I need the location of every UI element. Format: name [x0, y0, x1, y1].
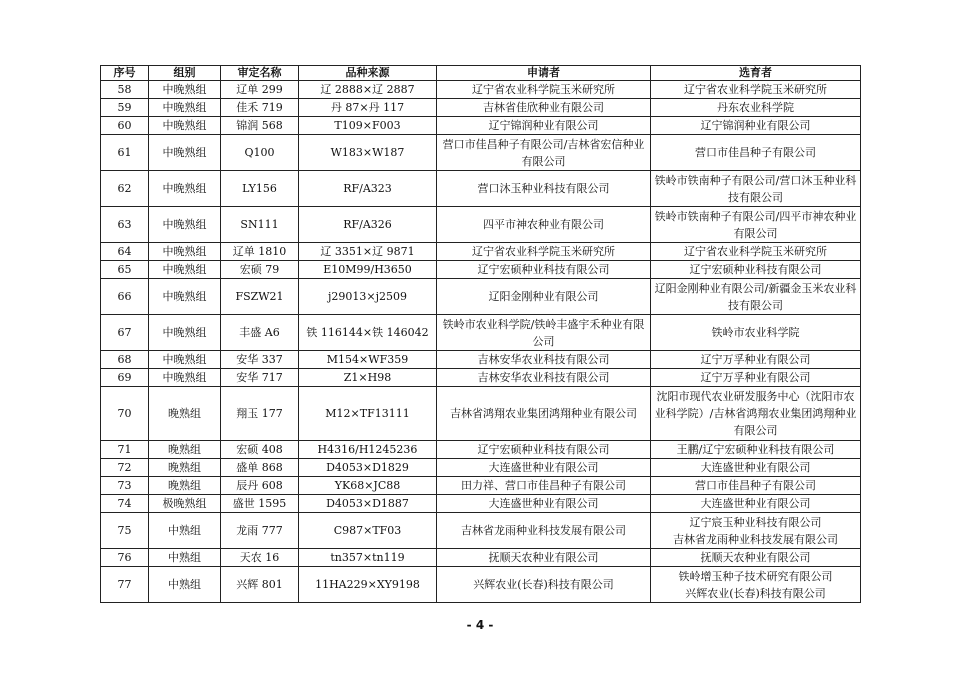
- table-row: [101, 315, 861, 351]
- cell-applicant: 辽阳金刚种业有限公司: [437, 279, 651, 315]
- cell-breeder: 铁岭市铁南种子有限公司/四平市神农种业有限公司: [651, 207, 861, 243]
- cell-pedigree: D4053×D1887: [299, 495, 437, 513]
- cell-group: 晚熟组: [149, 387, 221, 441]
- cell-applicant: 吉林安华农业科技有限公司: [437, 369, 651, 387]
- cell-serial: 72: [101, 459, 149, 477]
- table-row: [101, 567, 861, 603]
- cell-variety-name: SN111: [221, 207, 299, 243]
- table-row: [101, 135, 861, 171]
- cell-variety-name: 盛单 868: [221, 459, 299, 477]
- table-row: [101, 369, 861, 387]
- cell-pedigree: E10M99/H3650: [299, 261, 437, 279]
- cell-breeder: 营口市佳昌种子有限公司: [651, 477, 861, 495]
- cell-applicant: 吉林省鸿翔农业集团鸿翔种业有限公司: [437, 387, 651, 441]
- cell-group: 中晚熟组: [149, 81, 221, 99]
- table-row: [101, 207, 861, 243]
- cell-variety-name: 翔玉 177: [221, 387, 299, 441]
- cell-serial: 60: [101, 117, 149, 135]
- cell-breeder: 铁岭增玉种子技术研究有限公司 兴辉农业(长春)科技有限公司: [651, 567, 861, 603]
- cell-breeder: 辽宁省农业科学院玉米研究所: [651, 81, 861, 99]
- cell-applicant: 辽宁省农业科学院玉米研究所: [437, 243, 651, 261]
- table-row: [101, 351, 861, 369]
- cell-group: 中晚熟组: [149, 315, 221, 351]
- cell-variety-name: 兴辉 801: [221, 567, 299, 603]
- cell-group: 中熟组: [149, 549, 221, 567]
- cell-applicant: 营口沐玉种业科技有限公司: [437, 171, 651, 207]
- cell-pedigree: RF/A323: [299, 171, 437, 207]
- table-row: [101, 441, 861, 459]
- cell-serial: 74: [101, 495, 149, 513]
- cell-pedigree: j29013×j2509: [299, 279, 437, 315]
- cell-breeder: 丹东农业科学院: [651, 99, 861, 117]
- cell-serial: 68: [101, 351, 149, 369]
- cell-pedigree: 丹 87×丹 117: [299, 99, 437, 117]
- cell-pedigree: YK68×JC88: [299, 477, 437, 495]
- cell-pedigree: D4053×D1829: [299, 459, 437, 477]
- cell-serial: 64: [101, 243, 149, 261]
- cell-breeder: 营口市佳昌种子有限公司: [651, 135, 861, 171]
- cell-variety-name: 佳禾 719: [221, 99, 299, 117]
- cell-variety-name: 辰丹 608: [221, 477, 299, 495]
- cell-variety-name: 安华 337: [221, 351, 299, 369]
- cell-pedigree: tn357×tn119: [299, 549, 437, 567]
- cell-pedigree: M154×WF359: [299, 351, 437, 369]
- cell-group: 中晚熟组: [149, 207, 221, 243]
- cell-group: 中晚熟组: [149, 171, 221, 207]
- cell-applicant: 大连盛世种业有限公司: [437, 495, 651, 513]
- cell-breeder: 沈阳市现代农业研发服务中心（沈阳市农业科学院）/吉林省鸿翔农业集团鸿翔种业有限公司: [651, 387, 861, 441]
- cell-breeder: 王鹏/辽宁宏硕种业科技有限公司: [651, 441, 861, 459]
- cell-pedigree: RF/A326: [299, 207, 437, 243]
- cell-variety-name: 宏硕 79: [221, 261, 299, 279]
- cell-group: 晚熟组: [149, 477, 221, 495]
- cell-pedigree: M12×TF13111: [299, 387, 437, 441]
- cell-serial: 69: [101, 369, 149, 387]
- table-row: [101, 477, 861, 495]
- cell-serial: 61: [101, 135, 149, 171]
- cell-breeder: 大连盛世种业有限公司: [651, 459, 861, 477]
- table-row: [101, 117, 861, 135]
- cell-serial: 62: [101, 171, 149, 207]
- cell-pedigree: T109×F003: [299, 117, 437, 135]
- cell-pedigree: 辽 2888×辽 2887: [299, 81, 437, 99]
- table-row: [101, 387, 861, 441]
- cell-breeder: 辽宁宸玉种业科技有限公司 吉林省龙雨种业科技发展有限公司: [651, 513, 861, 549]
- cell-group: 中熟组: [149, 567, 221, 603]
- cell-group: 晚熟组: [149, 441, 221, 459]
- cell-breeder: 辽宁万孚种业有限公司: [651, 351, 861, 369]
- cell-serial: 73: [101, 477, 149, 495]
- table-body: [101, 81, 861, 603]
- header-variety-name: 审定名称: [221, 66, 299, 81]
- cell-pedigree: H4316/H1245236: [299, 441, 437, 459]
- cell-applicant: 铁岭市农业科学院/铁岭丰盛宇禾种业有限公司: [437, 315, 651, 351]
- cell-applicant: 抚顺天农种业有限公司: [437, 549, 651, 567]
- cell-group: 极晚熟组: [149, 495, 221, 513]
- table-row: [101, 279, 861, 315]
- cell-variety-name: 盛世 1595: [221, 495, 299, 513]
- cell-serial: 63: [101, 207, 149, 243]
- cell-group: 中晚熟组: [149, 135, 221, 171]
- cell-applicant: 营口市佳昌种子有限公司/吉林省宏信种业有限公司: [437, 135, 651, 171]
- cell-breeder: 辽宁省农业科学院玉米研究所: [651, 243, 861, 261]
- cell-applicant: 辽宁锦润种业有限公司: [437, 117, 651, 135]
- cell-variety-name: 天农 16: [221, 549, 299, 567]
- cell-serial: 71: [101, 441, 149, 459]
- header-applicant: 申请者: [437, 66, 651, 81]
- cell-group: 中晚熟组: [149, 369, 221, 387]
- cell-variety-name: Q100: [221, 135, 299, 171]
- cell-applicant: 吉林省佳欣种业有限公司: [437, 99, 651, 117]
- cell-variety-name: 安华 717: [221, 369, 299, 387]
- cell-serial: 70: [101, 387, 149, 441]
- cell-breeder: 大连盛世种业有限公司: [651, 495, 861, 513]
- cell-variety-name: 锦润 568: [221, 117, 299, 135]
- variety-registration-table: [100, 65, 861, 603]
- cell-breeder: 辽宁万孚种业有限公司: [651, 369, 861, 387]
- cell-serial: 65: [101, 261, 149, 279]
- cell-variety-name: 龙雨 777: [221, 513, 299, 549]
- cell-pedigree: Z1×H98: [299, 369, 437, 387]
- cell-applicant: 吉林安华农业科技有限公司: [437, 351, 651, 369]
- table-row: [101, 99, 861, 117]
- cell-variety-name: 辽单 299: [221, 81, 299, 99]
- cell-applicant: 四平市神农种业有限公司: [437, 207, 651, 243]
- cell-group: 中晚熟组: [149, 243, 221, 261]
- cell-applicant: 大连盛世种业有限公司: [437, 459, 651, 477]
- cell-breeder: 辽阳金刚种业有限公司/新疆金玉米农业科技有限公司: [651, 279, 861, 315]
- cell-variety-name: 辽单 1810: [221, 243, 299, 261]
- cell-breeder: 铁岭市铁南种子有限公司/营口沐玉种业科技有限公司: [651, 171, 861, 207]
- cell-pedigree: 辽 3351×辽 9871: [299, 243, 437, 261]
- table-row: [101, 81, 861, 99]
- cell-group: 中熟组: [149, 513, 221, 549]
- table-row: [101, 549, 861, 567]
- cell-pedigree: 11HA229×XY9198: [299, 567, 437, 603]
- cell-serial: 58: [101, 81, 149, 99]
- cell-variety-name: LY156: [221, 171, 299, 207]
- cell-serial: 66: [101, 279, 149, 315]
- page-number: - 4 -: [466, 618, 494, 632]
- cell-serial: 59: [101, 99, 149, 117]
- cell-group: 中晚熟组: [149, 351, 221, 369]
- cell-applicant: 辽宁省农业科学院玉米研究所: [437, 81, 651, 99]
- cell-serial: 75: [101, 513, 149, 549]
- cell-serial: 67: [101, 315, 149, 351]
- header-group: 组别: [149, 66, 221, 81]
- cell-breeder: 铁岭市农业科学院: [651, 315, 861, 351]
- cell-breeder: 抚顺天农种业有限公司: [651, 549, 861, 567]
- table-row: [101, 513, 861, 549]
- cell-breeder: 辽宁宏硕种业科技有限公司: [651, 261, 861, 279]
- table-row: [101, 261, 861, 279]
- cell-applicant: 吉林省龙雨种业科技发展有限公司: [437, 513, 651, 549]
- table-row: [101, 171, 861, 207]
- cell-group: 中晚熟组: [149, 261, 221, 279]
- cell-serial: 77: [101, 567, 149, 603]
- table-row: [101, 243, 861, 261]
- cell-group: 中晚熟组: [149, 279, 221, 315]
- table-row: [101, 495, 861, 513]
- cell-pedigree: W183×W187: [299, 135, 437, 171]
- cell-applicant: 辽宁宏硕种业科技有限公司: [437, 261, 651, 279]
- header-breeder: 选育者: [651, 66, 861, 81]
- cell-group: 中晚熟组: [149, 117, 221, 135]
- cell-group: 晚熟组: [149, 459, 221, 477]
- cell-pedigree: C987×TF03: [299, 513, 437, 549]
- cell-breeder: 辽宁锦润种业有限公司: [651, 117, 861, 135]
- cell-applicant: 田力祥、营口市佳昌种子有限公司: [437, 477, 651, 495]
- table-row: [101, 459, 861, 477]
- cell-serial: 76: [101, 549, 149, 567]
- cell-applicant: 辽宁宏硕种业科技有限公司: [437, 441, 651, 459]
- cell-variety-name: 宏硕 408: [221, 441, 299, 459]
- cell-pedigree: 铁 116144×铁 146042: [299, 315, 437, 351]
- table-header-row: [101, 66, 861, 81]
- cell-variety-name: FSZW21: [221, 279, 299, 315]
- header-pedigree: 品种来源: [299, 66, 437, 81]
- cell-variety-name: 丰盛 A6: [221, 315, 299, 351]
- cell-group: 中晚熟组: [149, 99, 221, 117]
- header-serial: 序号: [101, 66, 149, 81]
- cell-applicant: 兴辉农业(长春)科技有限公司: [437, 567, 651, 603]
